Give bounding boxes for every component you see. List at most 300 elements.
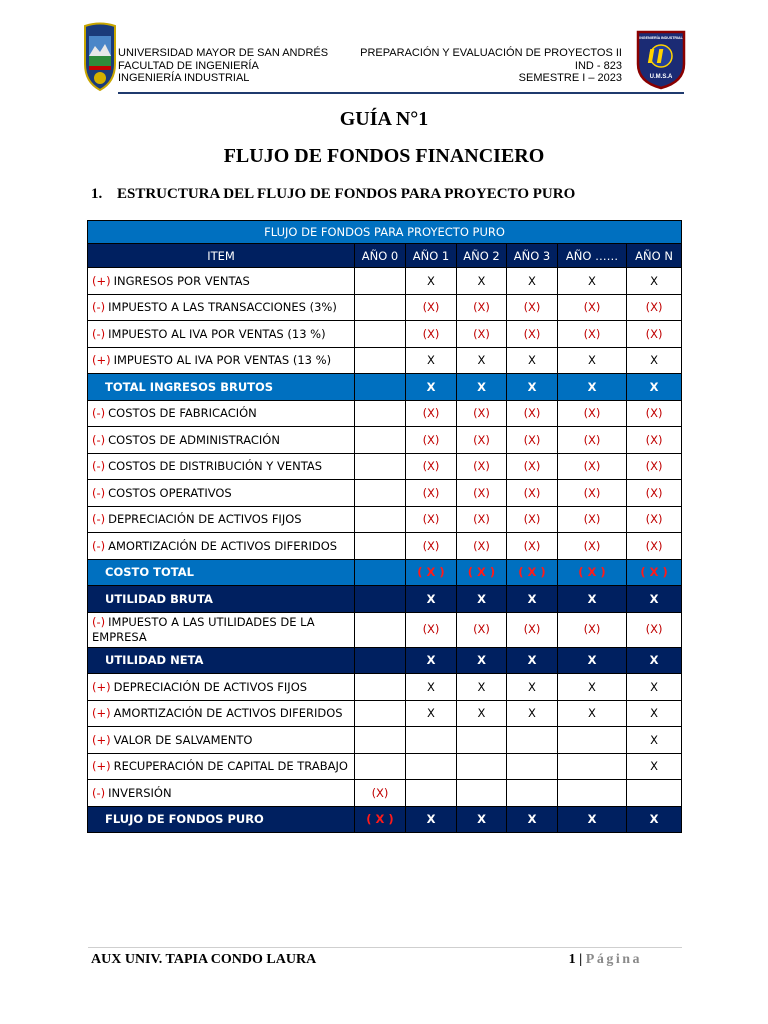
row-value-cell [355, 453, 406, 480]
row-value-cell [406, 480, 457, 507]
row-label-cell [88, 400, 355, 427]
row-value-cell [507, 674, 558, 701]
row-value-cell [406, 647, 457, 674]
row-value-cell [406, 400, 457, 427]
row-value-cell [627, 780, 682, 807]
header-year-3: AÑO 3 [507, 244, 558, 268]
cash-flow-table-body [88, 221, 682, 833]
row-value-cell [507, 533, 558, 560]
row-value-cell [406, 294, 457, 321]
row-label-cell [88, 533, 355, 560]
table-header-row [88, 244, 682, 268]
row-value: (X) [473, 538, 490, 553]
row-value-cell [627, 700, 682, 727]
row-value-cell [355, 506, 406, 533]
row-value: X [587, 812, 597, 827]
row-sign: (+) [92, 759, 111, 774]
row-sign: (+) [92, 706, 111, 721]
row-value-cell [457, 674, 507, 701]
row-value: X [650, 679, 658, 694]
row-value-cell [457, 727, 507, 754]
row-value: (X) [583, 326, 601, 341]
row-label: UTILIDAD NETA [105, 653, 204, 668]
row-value: (X) [523, 512, 541, 527]
row-value: (X) [473, 622, 490, 636]
table-row [88, 806, 682, 833]
row-label-cell [88, 612, 355, 647]
row-value-cell [507, 427, 558, 454]
row-label-cell [88, 753, 355, 780]
row-label-cell [88, 268, 355, 295]
row-value-cell [355, 294, 406, 321]
row-value-cell [507, 268, 558, 295]
row-value-cell [457, 753, 507, 780]
row-value: X [588, 353, 596, 368]
row-value-cell [627, 374, 682, 401]
row-label-cell [88, 647, 355, 674]
row-label: COSTOS DE FABRICACIÓN [108, 406, 257, 421]
row-label-cell [88, 480, 355, 507]
row-value: X [527, 591, 537, 606]
row-value-cell [406, 780, 457, 807]
row-value-cell [507, 347, 558, 374]
row-value: X [477, 379, 486, 394]
row-sign: (+) [92, 273, 111, 288]
row-value: (X) [645, 326, 663, 341]
row-value-cell [355, 700, 406, 727]
row-value-cell [355, 374, 406, 401]
row-value: (X) [645, 512, 663, 527]
row-value-cell [406, 268, 457, 295]
row-value-cell [627, 612, 682, 647]
row-value-cell [457, 506, 507, 533]
table-row [88, 674, 682, 701]
section-title: ESTRUCTURA DEL FLUJO DE FONDOS PARA PROYECTO PURO [117, 186, 576, 202]
row-value: X [477, 353, 486, 368]
row-value: X [528, 706, 536, 721]
row-value: (X) [523, 485, 541, 500]
row-value-cell [627, 533, 682, 560]
table-row [88, 321, 682, 348]
row-label: IMPUESTO AL IVA POR VENTAS (13 %) [108, 326, 326, 341]
row-sign: (-) [92, 614, 106, 629]
row-value: (X) [473, 326, 490, 341]
footer-page [569, 952, 642, 968]
row-value: X [528, 679, 536, 694]
row-value: (X) [583, 406, 601, 421]
row-value-cell [558, 427, 627, 454]
row-value-cell [457, 533, 507, 560]
row-value: (X) [422, 512, 440, 527]
row-value-cell [507, 374, 558, 401]
row-label-cell [88, 727, 355, 754]
table-row [88, 647, 682, 674]
row-value-cell [507, 294, 558, 321]
row-value: ( X ) [467, 565, 496, 580]
row-sign: (-) [92, 326, 106, 341]
row-value: ( X ) [518, 565, 546, 580]
row-value-cell [558, 559, 627, 586]
row-value: (X) [583, 300, 601, 315]
row-label: IMPUESTO A LAS TRANSACCIONES (3%) [108, 300, 337, 315]
row-value: X [426, 591, 436, 606]
row-value: X [477, 273, 486, 288]
row-value: X [477, 812, 486, 827]
guide-title: GUÍA N°1 [339, 108, 429, 130]
row-value-cell [355, 753, 406, 780]
row-label: INGRESOS POR VENTAS [113, 273, 250, 288]
row-value: (X) [523, 538, 541, 553]
row-label: COSTO TOTAL [105, 565, 194, 580]
row-value-cell [627, 674, 682, 701]
row-value-cell [406, 586, 457, 613]
row-label-cell [88, 374, 355, 401]
row-value: (X) [473, 432, 490, 447]
row-label-cell [88, 453, 355, 480]
row-value-cell [355, 268, 406, 295]
row-value: (X) [473, 485, 490, 500]
row-value-cell [627, 647, 682, 674]
row-value: X [426, 812, 436, 827]
row-value-cell [627, 506, 682, 533]
row-value-cell [406, 321, 457, 348]
row-value: X [650, 273, 658, 288]
row-sign: (-) [92, 538, 106, 553]
row-value-cell [507, 480, 558, 507]
row-label: AMORTIZACIÓN DE ACTIVOS DIFERIDOS [113, 706, 343, 721]
row-label-cell [88, 806, 355, 833]
row-value: (X) [523, 300, 541, 315]
section-number: 1. [91, 186, 103, 202]
row-sign: (-) [92, 432, 106, 447]
row-value: X [527, 653, 537, 668]
row-value-cell [406, 374, 457, 401]
row-label: RECUPERACIÓN DE CAPITAL DE TRABAJO [113, 759, 348, 774]
row-value: (X) [422, 485, 440, 500]
header-year-n: AÑO N [627, 244, 682, 268]
row-value: (X) [473, 406, 490, 421]
table-row [88, 294, 682, 321]
row-value: (X) [523, 432, 541, 447]
row-value: (X) [473, 459, 490, 474]
row-value-cell [457, 647, 507, 674]
row-value: (X) [645, 406, 663, 421]
row-value: X [649, 653, 659, 668]
row-sign: (+) [92, 353, 111, 368]
row-value: X [649, 812, 659, 827]
row-value-cell [627, 586, 682, 613]
row-label: TOTAL INGRESOS BRUTOS [105, 379, 274, 394]
table-row [88, 480, 682, 507]
table-row [88, 427, 682, 454]
page-label: Página [585, 952, 642, 967]
table-row [88, 727, 682, 754]
row-label: COSTOS DE ADMINISTRACIÓN [108, 432, 280, 447]
row-value-cell [627, 400, 682, 427]
row-value: X [587, 379, 597, 394]
header-item: ITEM [88, 244, 355, 268]
row-value-cell [558, 700, 627, 727]
row-label-cell [88, 506, 355, 533]
row-value: X [588, 273, 596, 288]
row-sign: (-) [92, 785, 106, 800]
row-value: X [650, 732, 658, 747]
row-label: UTILIDAD BRUTA [105, 591, 213, 606]
row-sign: (+) [92, 679, 111, 694]
row-value-cell [558, 612, 627, 647]
row-value: X [426, 653, 436, 668]
row-value-cell [507, 400, 558, 427]
row-value-cell [558, 647, 627, 674]
row-value-cell [558, 400, 627, 427]
row-value-cell [355, 400, 406, 427]
row-label: IMPUESTO A LAS UTILIDADES DE LA EMPRESA [92, 614, 315, 644]
section-heading [91, 186, 575, 203]
course-name: PREPARACIÓN Y EVALUACIÓN DE PROYECTOS II [360, 47, 622, 59]
row-value-cell [355, 427, 406, 454]
row-value-cell [406, 700, 457, 727]
row-value-cell [406, 506, 457, 533]
row-value: X [427, 706, 435, 721]
row-value-cell [457, 806, 507, 833]
table-row [88, 559, 682, 586]
table-caption: FLUJO DE FONDOS PARA PROYECTO PURO [88, 221, 682, 244]
row-value: (X) [583, 432, 601, 447]
row-label: FLUJO DE FONDOS PURO [105, 812, 264, 827]
header-year-1: AÑO 1 [406, 244, 457, 268]
row-value-cell [355, 612, 406, 647]
row-label-cell [88, 586, 355, 613]
row-value: (X) [422, 432, 440, 447]
row-sign: (+) [92, 732, 111, 747]
row-value-cell [627, 427, 682, 454]
row-value-cell [558, 347, 627, 374]
row-value-cell [406, 427, 457, 454]
row-value-cell [558, 780, 627, 807]
row-value-cell [558, 727, 627, 754]
row-value: X [477, 591, 486, 606]
row-value-cell [627, 294, 682, 321]
row-value-cell [355, 727, 406, 754]
row-value: X [477, 679, 486, 694]
row-value: (X) [645, 538, 663, 553]
row-value-cell [558, 480, 627, 507]
row-value-cell [627, 806, 682, 833]
row-value: ( X ) [366, 812, 394, 827]
row-value: (X) [473, 300, 490, 315]
row-value: X [649, 591, 659, 606]
row-value-cell [406, 727, 457, 754]
row-value: X [427, 679, 435, 694]
row-value-cell [507, 506, 558, 533]
row-value: X [427, 353, 435, 368]
header-year-0: AÑO 0 [355, 244, 406, 268]
row-value-cell [558, 806, 627, 833]
table-row [88, 506, 682, 533]
row-label: INVERSIÓN [108, 785, 172, 800]
row-value: (X) [523, 622, 541, 636]
logo-umsa-text: U.M.S.A [649, 74, 673, 80]
table-row [88, 453, 682, 480]
row-value-cell [457, 480, 507, 507]
row-value: X [527, 812, 537, 827]
university-crest-logo [82, 22, 118, 92]
row-value-cell [627, 480, 682, 507]
row-value: X [587, 591, 597, 606]
row-value-cell [355, 780, 406, 807]
row-value: X [649, 379, 659, 394]
table-caption-row [88, 221, 682, 244]
table-row [88, 700, 682, 727]
row-value: ( X ) [578, 565, 606, 580]
row-value-cell [627, 727, 682, 754]
row-value-cell [627, 453, 682, 480]
table-row [88, 374, 682, 401]
semester: SEMESTRE I – 2023 [518, 72, 622, 84]
row-value-cell [627, 559, 682, 586]
row-value-cell [457, 700, 507, 727]
row-value-cell [507, 586, 558, 613]
row-value-cell [457, 321, 507, 348]
row-label: VALOR DE SALVAMENTO [113, 732, 253, 747]
row-value: X [477, 706, 486, 721]
row-value: X [426, 379, 436, 394]
row-value-cell [507, 559, 558, 586]
row-value: (X) [645, 432, 663, 447]
row-value: (X) [583, 622, 601, 636]
university-name: UNIVERSIDAD MAYOR DE SAN ANDRÉS [118, 47, 329, 59]
document-subtitle: FLUJO DE FONDOS FINANCIERO [223, 145, 545, 167]
footer-author: AUX UNIV. TAPIA CONDO LAURA [91, 952, 317, 967]
footer-divider [88, 947, 682, 948]
row-value-cell [627, 321, 682, 348]
row-value: X [650, 706, 658, 721]
row-value-cell [406, 806, 457, 833]
row-value-cell [355, 321, 406, 348]
row-value-cell [457, 347, 507, 374]
row-value-cell [507, 753, 558, 780]
row-value: X [427, 273, 435, 288]
row-value-cell [507, 780, 558, 807]
row-value: ( X ) [640, 565, 668, 580]
row-value-cell [558, 753, 627, 780]
row-value: (X) [583, 538, 601, 553]
table-row [88, 347, 682, 374]
row-value: (X) [583, 485, 601, 500]
row-sign: (-) [92, 485, 106, 500]
row-label: DEPRECIACIÓN DE ACTIVOS FIJOS [108, 512, 302, 527]
row-value-cell [507, 612, 558, 647]
row-sign: (-) [92, 406, 106, 421]
header-divider [118, 92, 684, 94]
program-name: INGENIERÍA INDUSTRIAL [118, 72, 250, 84]
row-value-cell [457, 559, 507, 586]
course-code: IND - 823 [574, 59, 622, 72]
row-value-cell [355, 533, 406, 560]
header-institution [118, 47, 328, 85]
row-label: AMORTIZACIÓN DE ACTIVOS DIFERIDOS [108, 538, 338, 553]
row-value-cell [558, 374, 627, 401]
row-value-cell [406, 612, 457, 647]
row-value: (X) [523, 326, 541, 341]
page-separator: | [579, 952, 583, 967]
row-value: X [650, 759, 658, 774]
row-value-cell [457, 453, 507, 480]
row-value: (X) [422, 300, 440, 315]
row-label: IMPUESTO AL IVA POR VENTAS (13 %) [113, 353, 332, 368]
row-label-cell [88, 674, 355, 701]
row-value: (X) [422, 538, 440, 553]
row-value-cell [355, 647, 406, 674]
row-label-cell [88, 427, 355, 454]
logo-engineering-text: INGENIERÍA INDUSTRIAL [639, 36, 683, 40]
row-label-cell [88, 321, 355, 348]
row-value: X [528, 273, 536, 288]
row-value-cell [558, 674, 627, 701]
table-row [88, 612, 682, 647]
header-course [360, 47, 622, 85]
table-row [88, 533, 682, 560]
row-value-cell [507, 321, 558, 348]
row-value: X [528, 353, 536, 368]
cash-flow-table [87, 220, 682, 833]
row-label-cell [88, 780, 355, 807]
row-label: DEPRECIACIÓN DE ACTIVOS FIJOS [113, 679, 308, 694]
row-value: (X) [422, 622, 440, 636]
table-row [88, 268, 682, 295]
row-value-cell [627, 347, 682, 374]
row-value-cell [507, 700, 558, 727]
row-value: (X) [645, 459, 663, 474]
row-value-cell [406, 559, 457, 586]
row-sign: (-) [92, 300, 106, 315]
row-value-cell [355, 559, 406, 586]
row-value: X [477, 653, 486, 668]
row-label: COSTOS OPERATIVOS [108, 485, 232, 500]
row-value-cell [558, 586, 627, 613]
row-value: (X) [583, 512, 601, 527]
row-value: X [527, 379, 537, 394]
table-row [88, 780, 682, 807]
row-value: (X) [583, 459, 601, 474]
table-row [88, 586, 682, 613]
row-value-cell [558, 321, 627, 348]
row-sign: (-) [92, 459, 106, 474]
row-value-cell [627, 753, 682, 780]
row-value-cell [457, 374, 507, 401]
row-value-cell [558, 294, 627, 321]
row-value-cell [558, 453, 627, 480]
row-value-cell [558, 533, 627, 560]
row-value: X [587, 653, 597, 668]
row-value-cell [355, 347, 406, 374]
header-year-etc: AÑO …… [558, 244, 627, 268]
row-value: (X) [645, 300, 663, 315]
row-value-cell [406, 347, 457, 374]
row-value-cell [457, 400, 507, 427]
row-value-cell [507, 647, 558, 674]
row-value: (X) [473, 512, 490, 527]
header-year-2: AÑO 2 [457, 244, 507, 268]
row-value: (X) [422, 459, 440, 474]
row-value: X [588, 679, 596, 694]
row-label: COSTOS DE DISTRIBUCIÓN Y VENTAS [108, 459, 323, 474]
row-value-cell [457, 586, 507, 613]
row-value-cell [627, 268, 682, 295]
row-label-cell [88, 700, 355, 727]
row-value-cell [355, 674, 406, 701]
page-number: 1 [568, 952, 576, 967]
